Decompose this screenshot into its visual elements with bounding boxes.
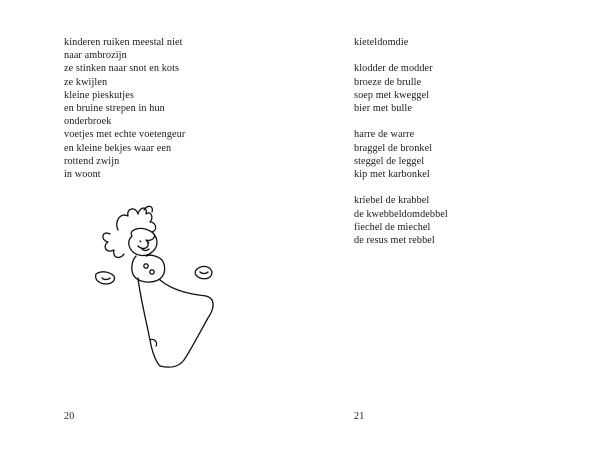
left-poem — [64, 36, 264, 181]
poem-line: voetjes met echte voetengeur — [64, 129, 186, 141]
poem-line: ze kwijlen — [64, 76, 108, 88]
page-number: 21 — [354, 411, 365, 422]
poem-line: en bruine strepen in hun — [64, 103, 165, 115]
poem-line: broeze de brulle — [354, 76, 422, 88]
stanza — [354, 194, 554, 247]
poem-line: kriebel de krabbel — [354, 195, 430, 207]
poem-line: soep met kweggel — [354, 89, 430, 101]
stanza — [354, 128, 554, 181]
poem-line: steggel de leggel — [354, 155, 425, 167]
poem-line: en kleine bekjes waar een — [64, 142, 172, 154]
poem-title: kieteldomdie — [354, 37, 409, 48]
poem-line: rottend zwijn — [64, 155, 120, 167]
poem-line: klodder de modder — [354, 63, 433, 75]
poem-line: in woont — [64, 169, 101, 181]
poem-line: kinderen ruiken meestal niet — [64, 37, 183, 48]
poem-line: bier met bulle — [354, 103, 412, 114]
child-drawing-icon — [88, 200, 238, 370]
right-page — [300, 0, 600, 450]
poem-line: braggel de bronkel — [354, 142, 433, 154]
poem-line: de resus met rebbel — [354, 235, 435, 246]
poem-line: fiechel de miechel — [354, 221, 431, 233]
poem-line: naar ambrozijn — [64, 50, 127, 62]
poem-line: de kwebbeldomdebbel — [354, 208, 448, 220]
poem-line: onderbroek — [64, 116, 112, 128]
poem-line: harre de warre — [354, 129, 415, 141]
right-poem — [354, 36, 554, 247]
poem-line: kleine pieskutjes — [64, 89, 134, 101]
page-number: 20 — [64, 411, 75, 422]
poem-line: kip met karbonkel — [354, 169, 430, 180]
stanza — [354, 62, 554, 115]
poem-title-block — [354, 36, 554, 49]
poem-line: ze stinken naar snot en kots — [64, 63, 180, 75]
